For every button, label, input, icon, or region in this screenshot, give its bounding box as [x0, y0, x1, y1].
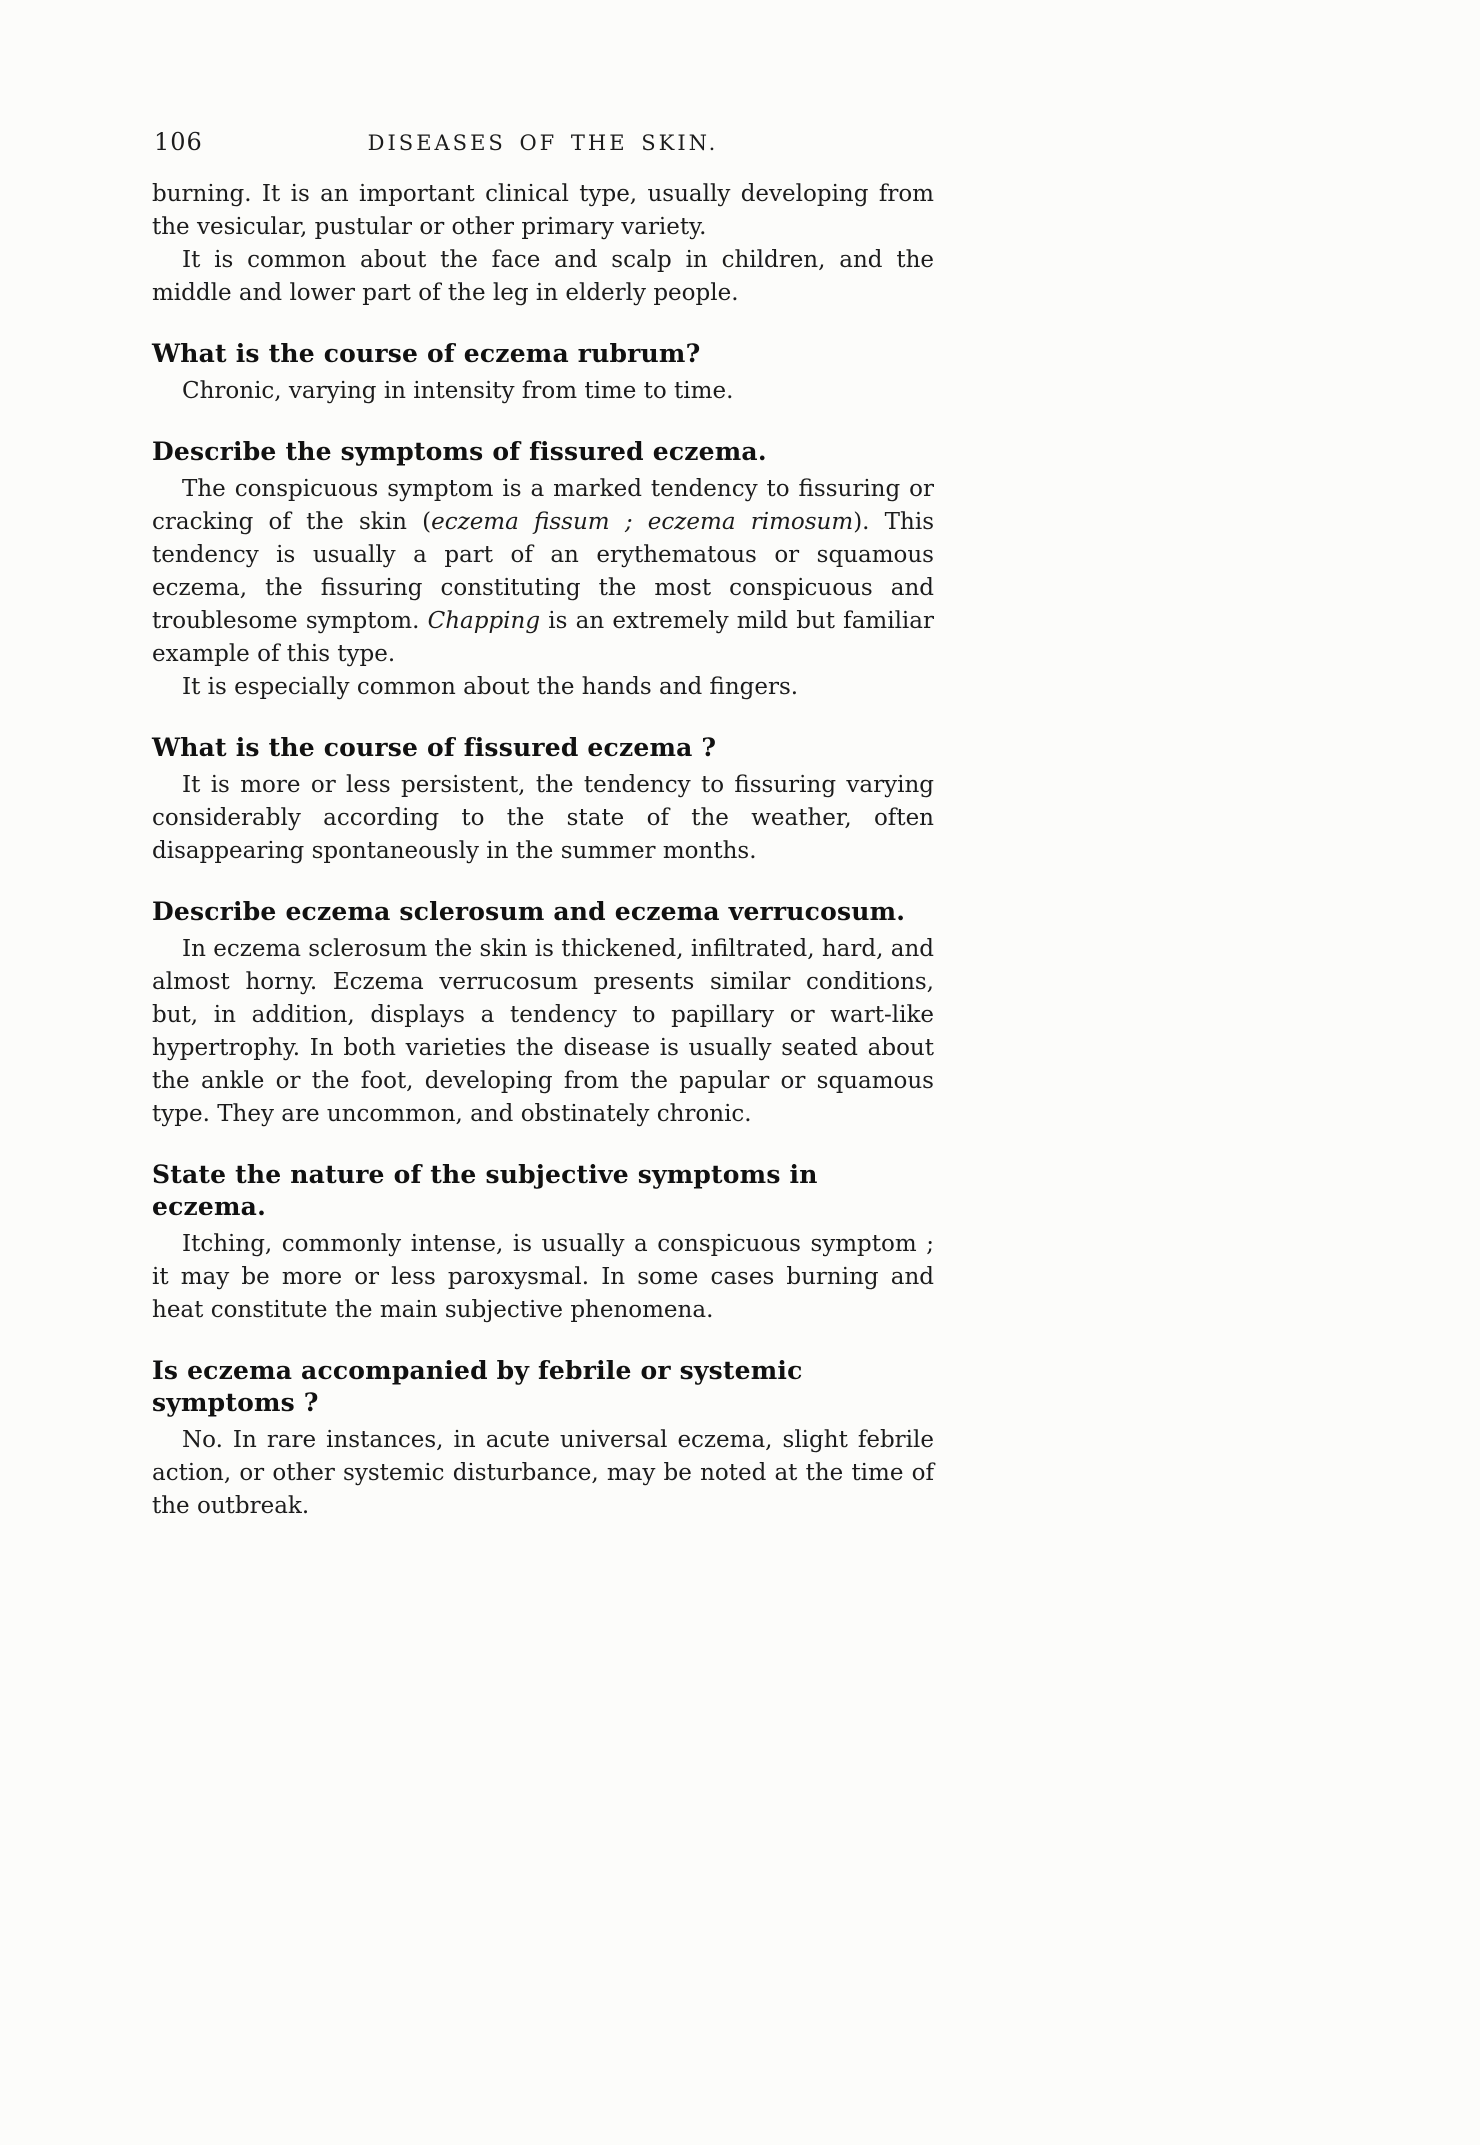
text-run: Chronic, varying in intensity from time to time.: [182, 378, 734, 404]
question-heading: [152, 1355, 934, 1419]
text-run: is an extremely mild but familiar example of this type.: [152, 608, 934, 667]
book-page: [152, 128, 934, 1523]
text-run: Itching, commonly intense, is usually a conspicuous symptom ; it may be more or less paroxysmal. In some cases burning and heat constitute the main subjective phenomena.: [152, 1231, 934, 1323]
text-run: burning. It is an important clinical type, usually developing from the vesicular, pustular or other primary variety.: [152, 181, 934, 240]
text-run: It is common about the face and scalp in children, and the middle and lower part of the leg in elderly people.: [152, 247, 934, 306]
text-run: It is especially common about the hands and fingers.: [182, 674, 799, 700]
paragraph: [152, 671, 934, 704]
paragraph: [152, 244, 934, 310]
question-heading: [152, 732, 934, 764]
text-run: In eczema sclerosum the skin is thickened, infiltrated, hard, and almost horny. Eczema verrucosum presents similar conditions, but, in addition, displays a tendency to papillary or wart-like hypertrophy. In both varieties the disease is usually seated about the ankle or the foot, developing from the papular or squamous type. They are uncommon, and obstinately chronic.: [152, 936, 934, 1127]
content-blocks: [152, 178, 934, 1523]
running-head: [152, 128, 934, 162]
text-run: What is the course of fissured eczema ?: [152, 733, 717, 762]
paragraph: [152, 769, 934, 868]
text-run: Is eczema accompanied by febrile or systemic symptoms ?: [152, 1356, 803, 1417]
paragraph: [152, 375, 934, 408]
page-number: 106: [154, 128, 203, 156]
question-heading: [152, 436, 934, 468]
question-heading: [152, 896, 934, 928]
paragraph: [152, 178, 934, 244]
paragraph: [152, 1228, 934, 1327]
text-run: ). This tendency is usually a part of an erythematous or squamous eczema, the fissuring constituting the most conspicuous and troublesome symptom.: [152, 509, 935, 634]
text-run: Describe the symptoms of fissured eczema.: [152, 437, 767, 466]
paragraph: [152, 473, 934, 671]
paragraph: [152, 933, 934, 1131]
running-title: DISEASES OF THE SKIN.: [367, 131, 719, 155]
text-run: What is the course of eczema rubrum?: [152, 339, 701, 368]
question-heading: [152, 338, 934, 370]
text-run: The conspicuous symptom is a marked tendency to fissuring or cracking of the skin (: [152, 476, 934, 535]
italic-text: eczema fissum ; eczema rimosum: [431, 509, 854, 535]
text-run: No. In rare instances, in acute universal eczema, slight febrile action, or other systemic disturbance, may be noted at the time of the outbreak.: [152, 1427, 934, 1519]
italic-text: Chapping: [427, 608, 541, 634]
paragraph: [152, 1424, 934, 1523]
text-run: Describe eczema sclerosum and eczema verrucosum.: [152, 897, 906, 926]
question-heading: [152, 1159, 934, 1223]
text-run: It is more or less persistent, the tendency to fissuring varying considerably according to the state of the weather, often disappearing spontaneously in the summer months.: [152, 772, 934, 864]
text-run: State the nature of the subjective symptoms in eczema.: [152, 1160, 818, 1221]
